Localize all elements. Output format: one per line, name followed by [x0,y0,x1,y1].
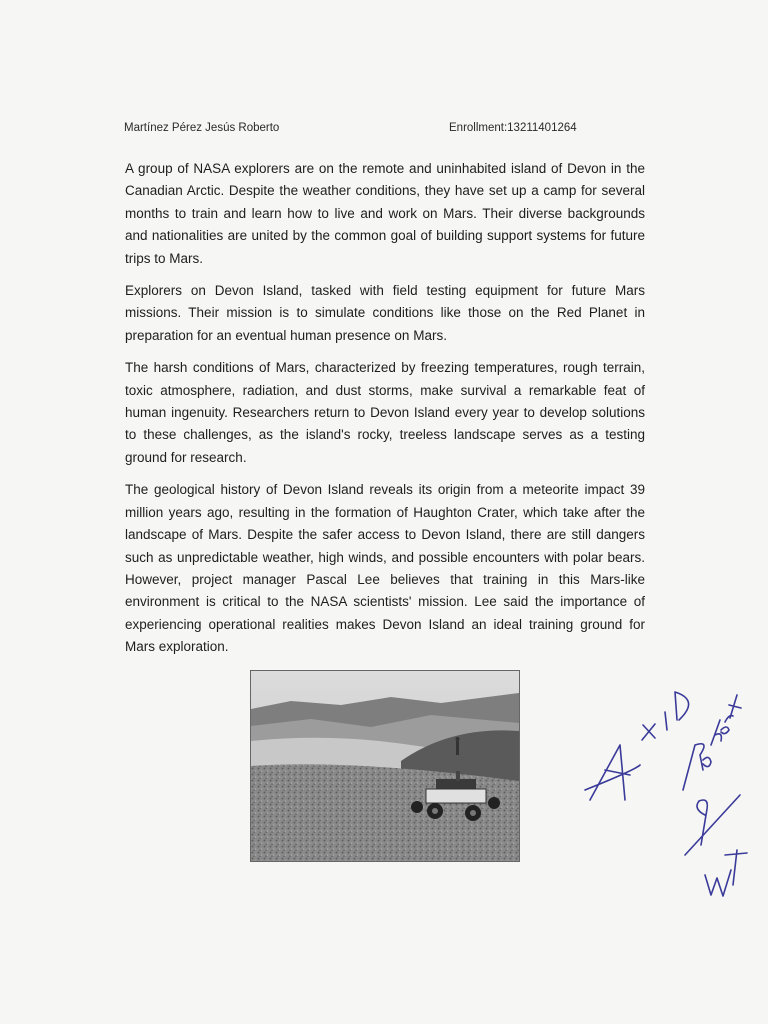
essay-body [125,158,645,669]
enrollment-number: Enrollment:13211401264 [449,122,577,134]
author-name: Martínez Pérez Jesús Roberto [124,122,280,134]
handwritten-signature [575,650,765,910]
paragraph: Explorers on Devon Island, tasked with field testing equipment for future Mars missions. Their mission is to simulate conditions like those on the Red Planet in preparation for an eventual human presence on Mars. [125,283,645,343]
paragraph: The geological history of Devon Island reveals its origin from a meteorite impact 39 million years ago, resulting in the formation of Haughton Crater, which take after the landscape of Mars. Despite the safer access to Devon Island, there are still dangers such as unpredictable weather, high winds, and possible encounters with polar bears. However, project manager Pascal Lee believes that training in this Mars-like environment is critical to the NASA scientists' mission. Lee said the importance of experiencing operational realities makes Devon Island an ideal training ground for Mars exploration. [125,482,645,655]
paragraph: The harsh conditions of Mars, characterized by freezing temperatures, rough terrain, toxic atmosphere, radiation, and dust storms, make survival a remarkable feat of human ingenuity. Researchers return to Devon Island every year to develop solutions to these challenges, as the island's rocky, treeless landscape serves as a testing ground for research. [125,360,645,465]
paragraph: A group of NASA explorers are on the remote and uninhabited island of Devon in the Canadian Arctic. Despite the weather conditions, they have set up a camp for several months to train and learn how to live and work on Mars. Their diverse backgrounds and nationalities are united by the common goal of building support systems for future trips to Mars. [125,161,645,266]
devon-island-rover-photo [250,670,520,862]
